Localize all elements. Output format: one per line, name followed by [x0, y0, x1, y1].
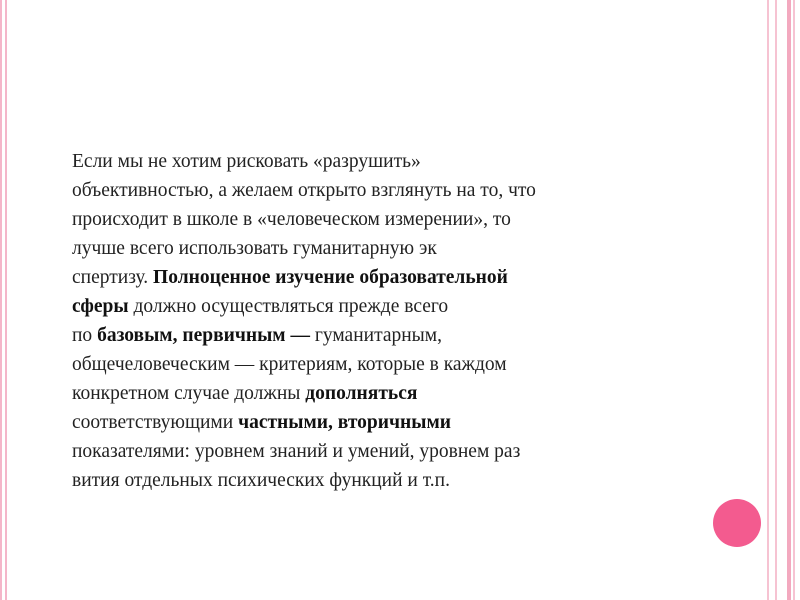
right-border-line [767, 0, 769, 600]
paragraph-text [72, 147, 650, 495]
text-segment: объективностью, а желаем открыто взглянуть на то, что [72, 180, 536, 201]
text-line [72, 176, 650, 205]
text-segment: Если мы не хотим рисковать «разрушить» [72, 151, 421, 172]
text-segment: спертизу. [72, 267, 154, 288]
text-line [72, 147, 650, 176]
bold-text-segment: дополняться [305, 383, 418, 404]
text-segment: должно осуществляться прежде всего [128, 296, 449, 317]
right-border-line [787, 0, 791, 600]
left-border-line [0, 0, 2, 600]
text-line [72, 437, 650, 466]
bullet-icon [50, 147, 72, 149]
right-border-line [775, 0, 777, 600]
text-segment: лучше всего использовать гуманитарную эк [72, 238, 437, 259]
bold-text-segment: частными, вторичными [238, 412, 451, 433]
text-line [72, 379, 650, 408]
left-border-line [5, 0, 7, 600]
text-line [72, 292, 650, 321]
decorative-dot-icon [713, 499, 761, 547]
text-line [72, 234, 650, 263]
text-segment: вития отдельных психических функций и т.п. [72, 470, 450, 491]
text-segment: соответствующими [72, 412, 239, 433]
slide-content [50, 147, 650, 495]
bold-text-segment: базовым, первичным — [97, 325, 310, 346]
bullet-item [50, 147, 650, 495]
right-border-line [793, 0, 795, 600]
text-line [72, 321, 650, 350]
text-segment: общечеловеческим — критериям, которые в каждом [72, 354, 507, 375]
text-segment: происходит в школе в «человеческом измерении», то [72, 209, 511, 230]
text-line [72, 408, 650, 437]
text-line [72, 205, 650, 234]
text-line [72, 350, 650, 379]
text-segment: гуманитарным, [309, 325, 442, 346]
text-line [72, 263, 650, 292]
text-segment: конкретном случае должны [72, 383, 306, 404]
text-segment: по [72, 325, 98, 346]
bold-text-segment: Полноценное изучение образовательной [153, 267, 508, 288]
text-line [72, 466, 650, 495]
bold-text-segment: сферы [72, 296, 129, 317]
text-segment: показателями: уровнем знаний и умений, уровнем раз [72, 441, 521, 462]
